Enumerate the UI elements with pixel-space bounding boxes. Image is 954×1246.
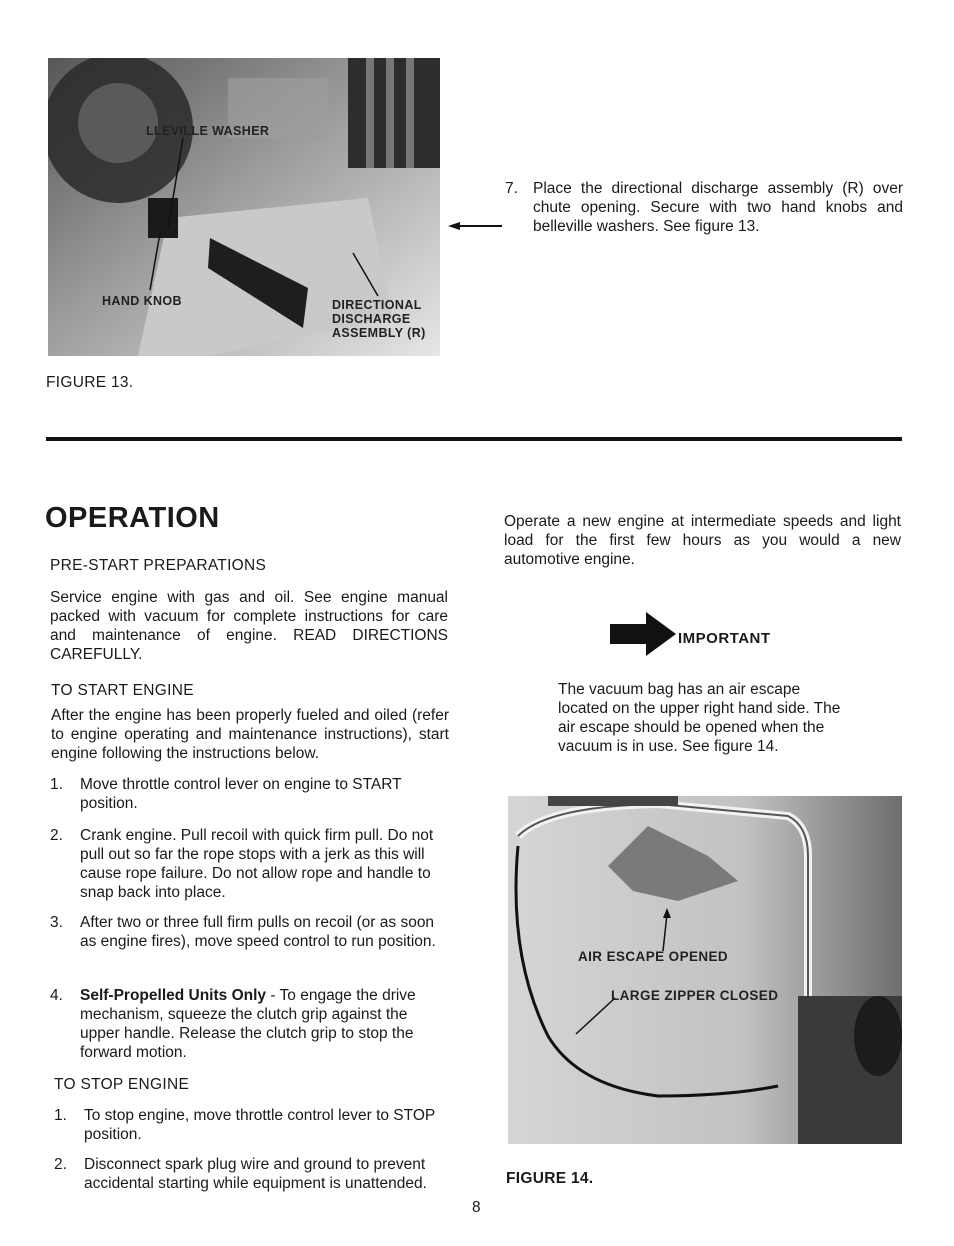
air-escape-label: AIR ESCAPE OPENED [578,949,729,964]
start-step-2 [50,826,450,902]
belleville-washer-label: LLEVILLE WASHER [146,124,270,138]
start-step-2-text: Crank engine. Pull recoil with quick firm pull. Do not pull out so far the rope stops with a jerk as this will cause rope failure. Do not allow rope and handle to snap back into place. [80,827,434,901]
start-engine-heading: TO START ENGINE [51,682,194,699]
operation-title: OPERATION [45,502,220,534]
start-step-1-text: Move throttle control lever on engine to START position. [80,776,402,812]
start-step-3-text: After two or three full firm pulls on recoil (or as soon as engine fires), move speed control to run position. [80,914,436,950]
start-step-3 [50,913,450,951]
arrow-left-icon [448,220,504,232]
start-step-1 [50,775,450,813]
stop-step-2-text: Disconnect spark plug wire and ground to prevent accidental starting while equipment is unattended. [84,1156,427,1192]
stop-step-2 [54,1155,452,1193]
start-step-3-number: 3. [50,914,63,931]
prestart-heading: PRE-START PREPARATIONS [50,557,267,574]
start-step-4-number: 4. [50,987,63,1004]
stop-step-1-text: To stop engine, move throttle control lever to STOP position. [84,1107,435,1143]
new-engine-text: Operate a new engine at intermediate speeds and light load for the first few hours as you would a new automotive engine. [504,513,901,568]
stop-step-1-number: 1. [54,1107,67,1124]
start-step-2-number: 2. [50,827,63,844]
prestart-text: Service engine with gas and oil. See engine manual packed with vacuum for complete instructions for care and maintenance of engine. READ DIRECTIONS CAREFULLY. [50,589,448,663]
start-step-4 [50,986,450,1062]
section-divider [46,437,902,441]
important-arrow-icon [610,612,676,656]
hand-knob-label: HAND KNOB [102,294,182,308]
stop-step-1 [54,1106,452,1144]
step-7-number: 7. [505,180,518,197]
figure-13-photo [48,58,440,356]
vacuum-bag-text: The vacuum bag has an air escape located on the upper right hand side. The air escape should be opened when the vacuum is in use. See figure 14. [558,681,841,755]
figure-14-caption: FIGURE 14. [506,1170,594,1187]
figure-14-illustration [508,796,902,1144]
figure-14-photo [508,796,902,1144]
directional-label-line1: DIRECTIONAL [332,298,422,312]
important-label: IMPORTANT [678,630,771,647]
directional-label-line2: DISCHARGE [332,312,411,326]
directional-label-line3: ASSEMBLY (R) [332,326,426,340]
page-number: 8 [472,1199,481,1216]
start-step-1-number: 1. [50,776,63,793]
stop-step-2-number: 2. [54,1156,67,1173]
start-step-4-text: - To engage the drive mechanism, squeeze the clutch grip against the upper handle. Release the clutch grip to stop the forward motion. [80,987,416,1061]
stop-engine-heading: TO STOP ENGINE [54,1076,190,1093]
self-propelled-label: Self-Propelled Units Only [80,987,267,1004]
figure-13-caption: FIGURE 13. [46,374,134,391]
large-zipper-label: LARGE ZIPPER CLOSED [611,988,779,1003]
start-engine-intro: After the engine has been properly fueled and oiled (refer to engine operating and maintenance instructions), start engine following the instructions below. [51,707,449,762]
step-7-text: Place the directional discharge assembly (R) over chute opening. Secure with two hand knobs and belleville washers. See figure 13. [533,180,903,235]
